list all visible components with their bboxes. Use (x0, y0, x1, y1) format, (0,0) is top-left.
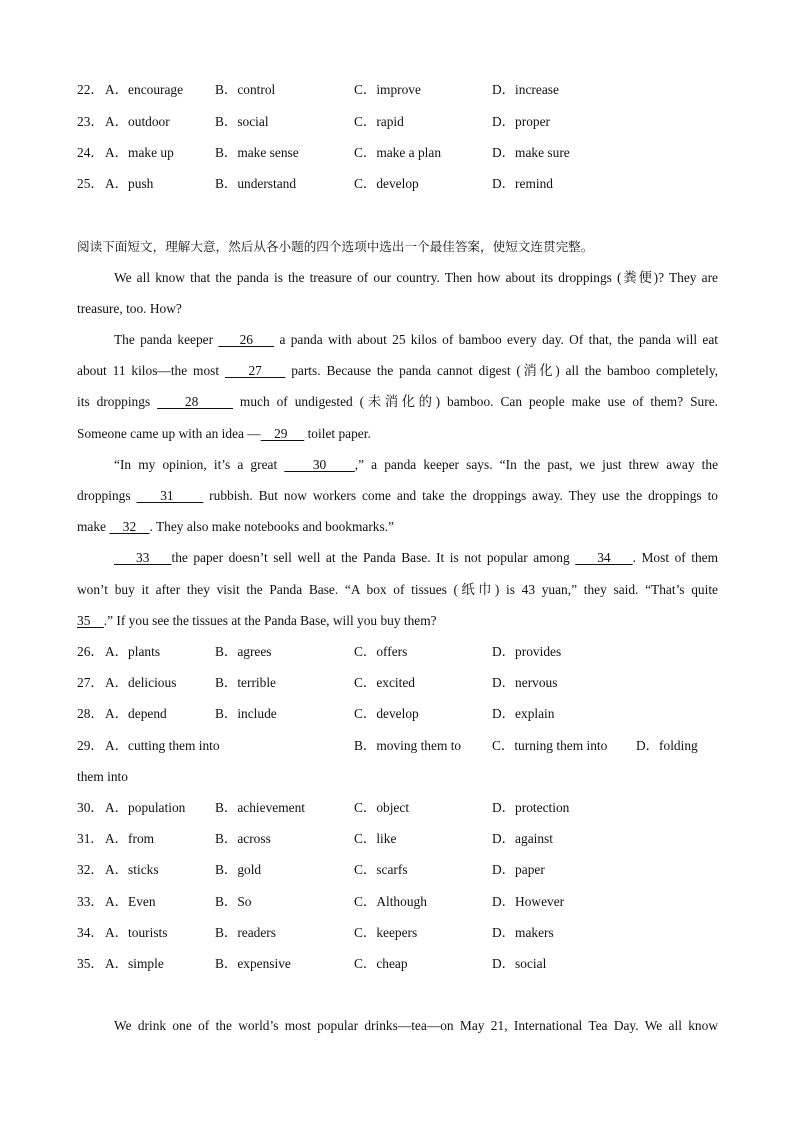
question-number: 30． (77, 800, 104, 815)
passage-line: We all know that the panda is the treasure of our country. Then how about its droppings (粪便)? They are (114, 270, 718, 285)
blank-30: 30 (284, 457, 355, 472)
option-a: A．sticks (105, 862, 159, 877)
option-b: B．across (215, 831, 271, 846)
blank-28: 28 (157, 394, 233, 409)
option-c: C．object (354, 800, 410, 815)
passage-line (77, 424, 718, 444)
option-a: A．outdoor (105, 114, 170, 129)
question-number: 24． (77, 145, 104, 160)
question-row-continuation (77, 767, 737, 787)
passage-text: about 11 kilos—the most (77, 363, 225, 378)
question-number: 23． (77, 114, 104, 129)
option-c: C．like (354, 831, 397, 846)
option-a: A．depend (105, 706, 167, 721)
option-b: B．readers (215, 925, 276, 940)
question-number: 35． (77, 956, 104, 971)
option-d: D．explain (492, 706, 555, 721)
passage-text: parts. Because the panda cannot digest (消化) all the bamboo completely, (285, 363, 719, 378)
passage-line (77, 611, 718, 631)
question-number: 22． (77, 82, 104, 97)
option-c: C．turning them into (492, 738, 608, 753)
question-number: 34． (77, 925, 104, 940)
option-a: A．plants (105, 644, 161, 659)
passage-text: make (77, 519, 110, 534)
option-d: D．nervous (492, 675, 558, 690)
option-b: B．expensive (215, 956, 291, 971)
option-d: D．provides (492, 644, 562, 659)
option-a: A．tourists (105, 925, 168, 940)
option-c: C．cheap (354, 956, 408, 971)
blank-35: 35 (77, 613, 104, 628)
option-b: B．gold (215, 862, 262, 877)
option-b: B．understand (215, 176, 297, 191)
question-row (77, 892, 737, 912)
option-a: A．Even (105, 894, 156, 909)
passage-text: rubbish. But now workers come and take the droppings away. They use the droppings to (203, 488, 718, 503)
passage-text: toilet paper. (304, 426, 371, 441)
option-c: C．offers (354, 644, 408, 659)
option-c: C．develop (354, 706, 419, 721)
option-b: B．include (215, 706, 277, 721)
question-row (77, 80, 737, 100)
blank-32: 32 (109, 519, 150, 534)
question-number: 32． (77, 862, 104, 877)
blank-27: 27 (224, 363, 286, 378)
question-number: 33． (77, 894, 104, 909)
option-b: B．control (215, 82, 276, 97)
option-c: C．scarfs (354, 862, 408, 877)
option-c: C．rapid (354, 114, 404, 129)
passage-text: its droppings (77, 394, 158, 409)
passage-line: treasure, too. How? (77, 301, 182, 316)
option-d: D．make sure (492, 145, 570, 160)
passage-line: won’t buy it after they visit the Panda Base. “A box of tissues (纸巾) is 43 yuan,” they said. “That’s quite (77, 582, 718, 597)
question-number: 29． (77, 738, 104, 753)
blank-29: 29 (260, 426, 305, 441)
option-d: D．against (492, 831, 553, 846)
question-row (77, 954, 737, 974)
question-row (77, 829, 737, 849)
question-row (77, 736, 737, 756)
option-b: B．agrees (215, 644, 272, 659)
passage-text: The panda keeper (114, 332, 219, 347)
passage-text: ,” a panda keeper says. “In the past, we just threw away the (354, 457, 719, 472)
question-number: 27． (77, 675, 104, 690)
blank-34: 34 (575, 550, 633, 565)
next-passage-line: We drink one of the world’s most popular drinks—tea—on May 21, International Tea Day. We all know (114, 1018, 718, 1033)
option-b: B．moving them to (354, 738, 462, 753)
question-row (77, 143, 737, 163)
passage-line (77, 517, 718, 537)
passage-text: the paper doesn’t sell well at the Panda Base. It is not popular among (171, 550, 576, 565)
option-a: A．simple (105, 956, 164, 971)
option-a: A．from (105, 831, 155, 846)
section-instruction: 阅读下面短文，理解大意，然后从各小题的四个选项中选出一个最佳答案，使短文连贯完整。 (77, 239, 594, 254)
option-b: B．terrible (215, 675, 276, 690)
option-d: D．paper (492, 862, 545, 877)
option-c: C．keepers (354, 925, 418, 940)
passage-line (114, 455, 718, 475)
question-number: 31． (77, 831, 104, 846)
option-b: B．social (215, 114, 269, 129)
option-a: A．encourage (105, 82, 184, 97)
passage-text: . They also make notebooks and bookmarks.” (149, 519, 394, 534)
option-d: D．social (492, 956, 547, 971)
option-c: C．Although (354, 894, 427, 909)
option-a: A．make up (105, 145, 174, 160)
passage-line (114, 548, 718, 568)
option-d: D．folding (636, 738, 698, 753)
question-number: 25． (77, 176, 104, 191)
question-row (77, 112, 737, 132)
question-row (77, 798, 737, 818)
option-d: D．However (492, 894, 565, 909)
option-a: A．cutting them into (105, 738, 220, 753)
passage-text: .” If you see the tissues at the Panda Base, will you buy them? (103, 613, 437, 628)
passage-line (114, 330, 718, 350)
question-row (77, 642, 737, 662)
option-c: C．excited (354, 675, 415, 690)
option-a: A．push (105, 176, 154, 191)
option-a: A．population (105, 800, 186, 815)
option-d: D．makers (492, 925, 554, 940)
option-d: D．proper (492, 114, 551, 129)
passage-line (77, 361, 718, 381)
question-row (77, 860, 737, 880)
option-b: B．achievement (215, 800, 305, 815)
question-number: 26． (77, 644, 104, 659)
option-b: B．make sense (215, 145, 299, 160)
option-c: C．make a plan (354, 145, 442, 160)
question-row (77, 923, 737, 943)
passage-text: . Most of them (632, 550, 719, 565)
option-b: B．So (215, 894, 252, 909)
question-row (77, 673, 737, 693)
option-c: C．improve (354, 82, 421, 97)
blank-26: 26 (218, 332, 275, 347)
passage-text: droppings (77, 488, 137, 503)
question-number: 28． (77, 706, 104, 721)
passage-text: much of undigested (未消化的) bamboo. Can people make use of them? Sure. (232, 394, 718, 409)
option-a: A．delicious (105, 675, 177, 690)
blank-31: 31 (136, 488, 204, 503)
option-d-continuation: them into (77, 769, 128, 784)
blank-33: 33 (114, 550, 172, 565)
option-d: D．protection (492, 800, 570, 815)
option-d: D．increase (492, 82, 559, 97)
passage-line (77, 486, 718, 506)
option-d: D．remind (492, 176, 553, 191)
passage-text: a panda with about 25 kilos of bamboo every day. Of that, the panda will eat (274, 332, 719, 347)
option-c: C．develop (354, 176, 419, 191)
passage-line (77, 392, 718, 412)
question-row (77, 704, 737, 724)
passage-text: Someone came up with an idea — (77, 426, 261, 441)
passage-text: “In my opinion, it’s a great (114, 457, 285, 472)
question-row (77, 174, 737, 194)
